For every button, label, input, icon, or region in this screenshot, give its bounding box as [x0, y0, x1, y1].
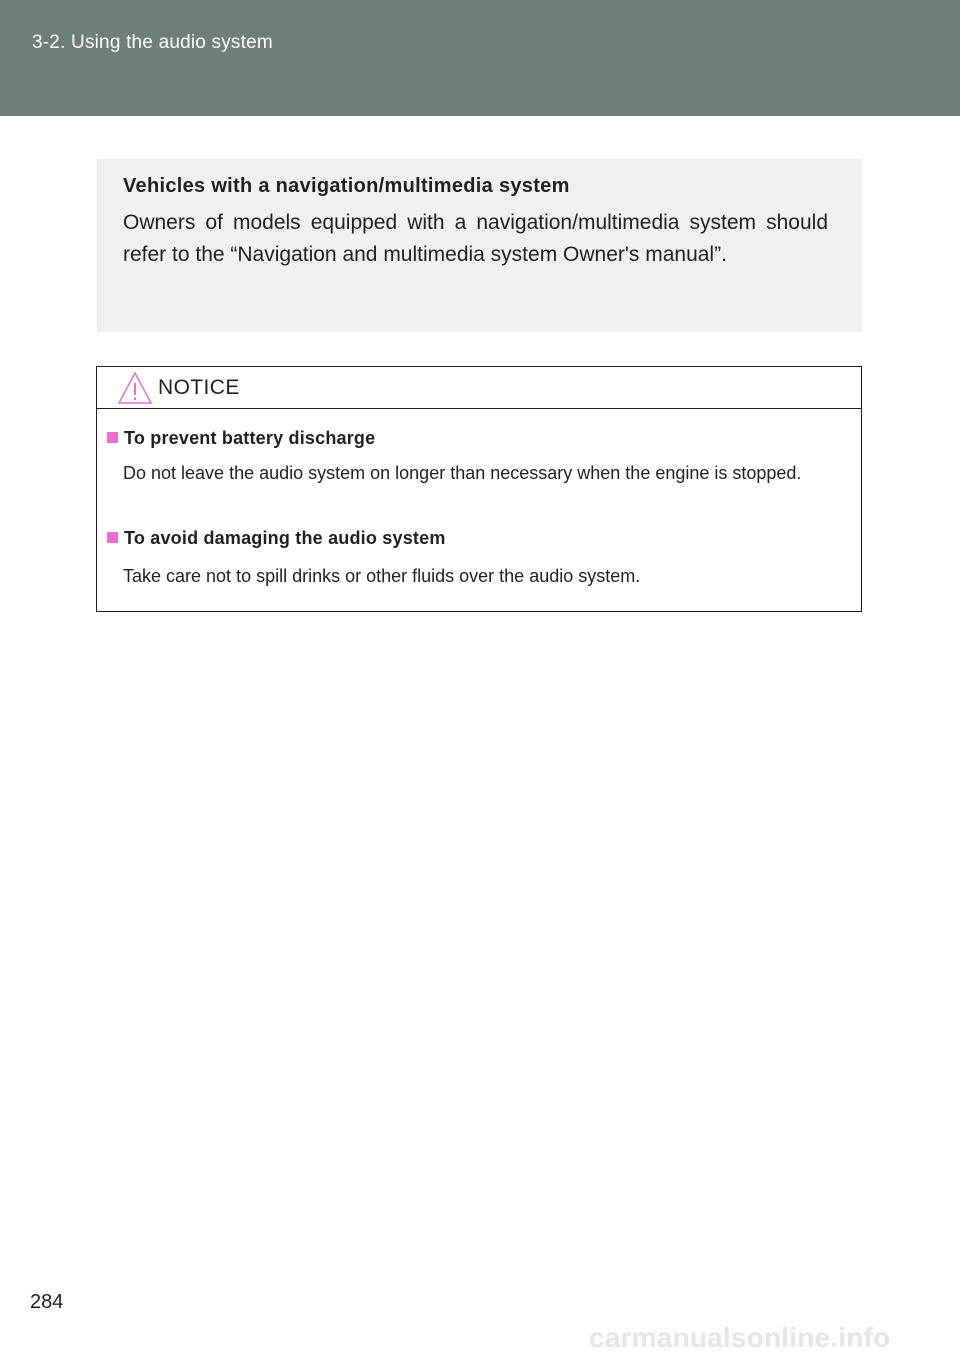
notice-item-title-text: To avoid damaging the audio system [124, 528, 446, 548]
notice-box [96, 366, 862, 612]
warning-triangle-icon [117, 371, 153, 405]
notice-item-text: Do not leave the audio system on longer than necessary when the engine is stopped. [123, 463, 802, 483]
notice-title: NOTICE [158, 376, 240, 399]
notice-item-title [107, 528, 446, 549]
info-box [97, 159, 862, 332]
page-number: 284 [30, 1291, 64, 1313]
square-bullet-icon [107, 432, 118, 443]
notice-item-title-text: To prevent battery discharge [124, 428, 376, 448]
watermark: carmanualsonline.info [589, 1322, 891, 1353]
page-header [0, 0, 960, 116]
info-box-title: Vehicles with a navigation/multimedia system [123, 175, 570, 197]
info-box-body: Owners of models equipped with a navigation/multimedia system should refer to the “Navigation and multimedia system Owner's manual”. [123, 211, 828, 266]
notice-header [97, 367, 861, 409]
square-bullet-icon [107, 532, 118, 543]
section-title: 3-2. Using the audio system [32, 32, 273, 53]
notice-item-title [107, 428, 375, 449]
notice-item-text: Take care not to spill drinks or other fluids over the audio system. [123, 566, 641, 586]
